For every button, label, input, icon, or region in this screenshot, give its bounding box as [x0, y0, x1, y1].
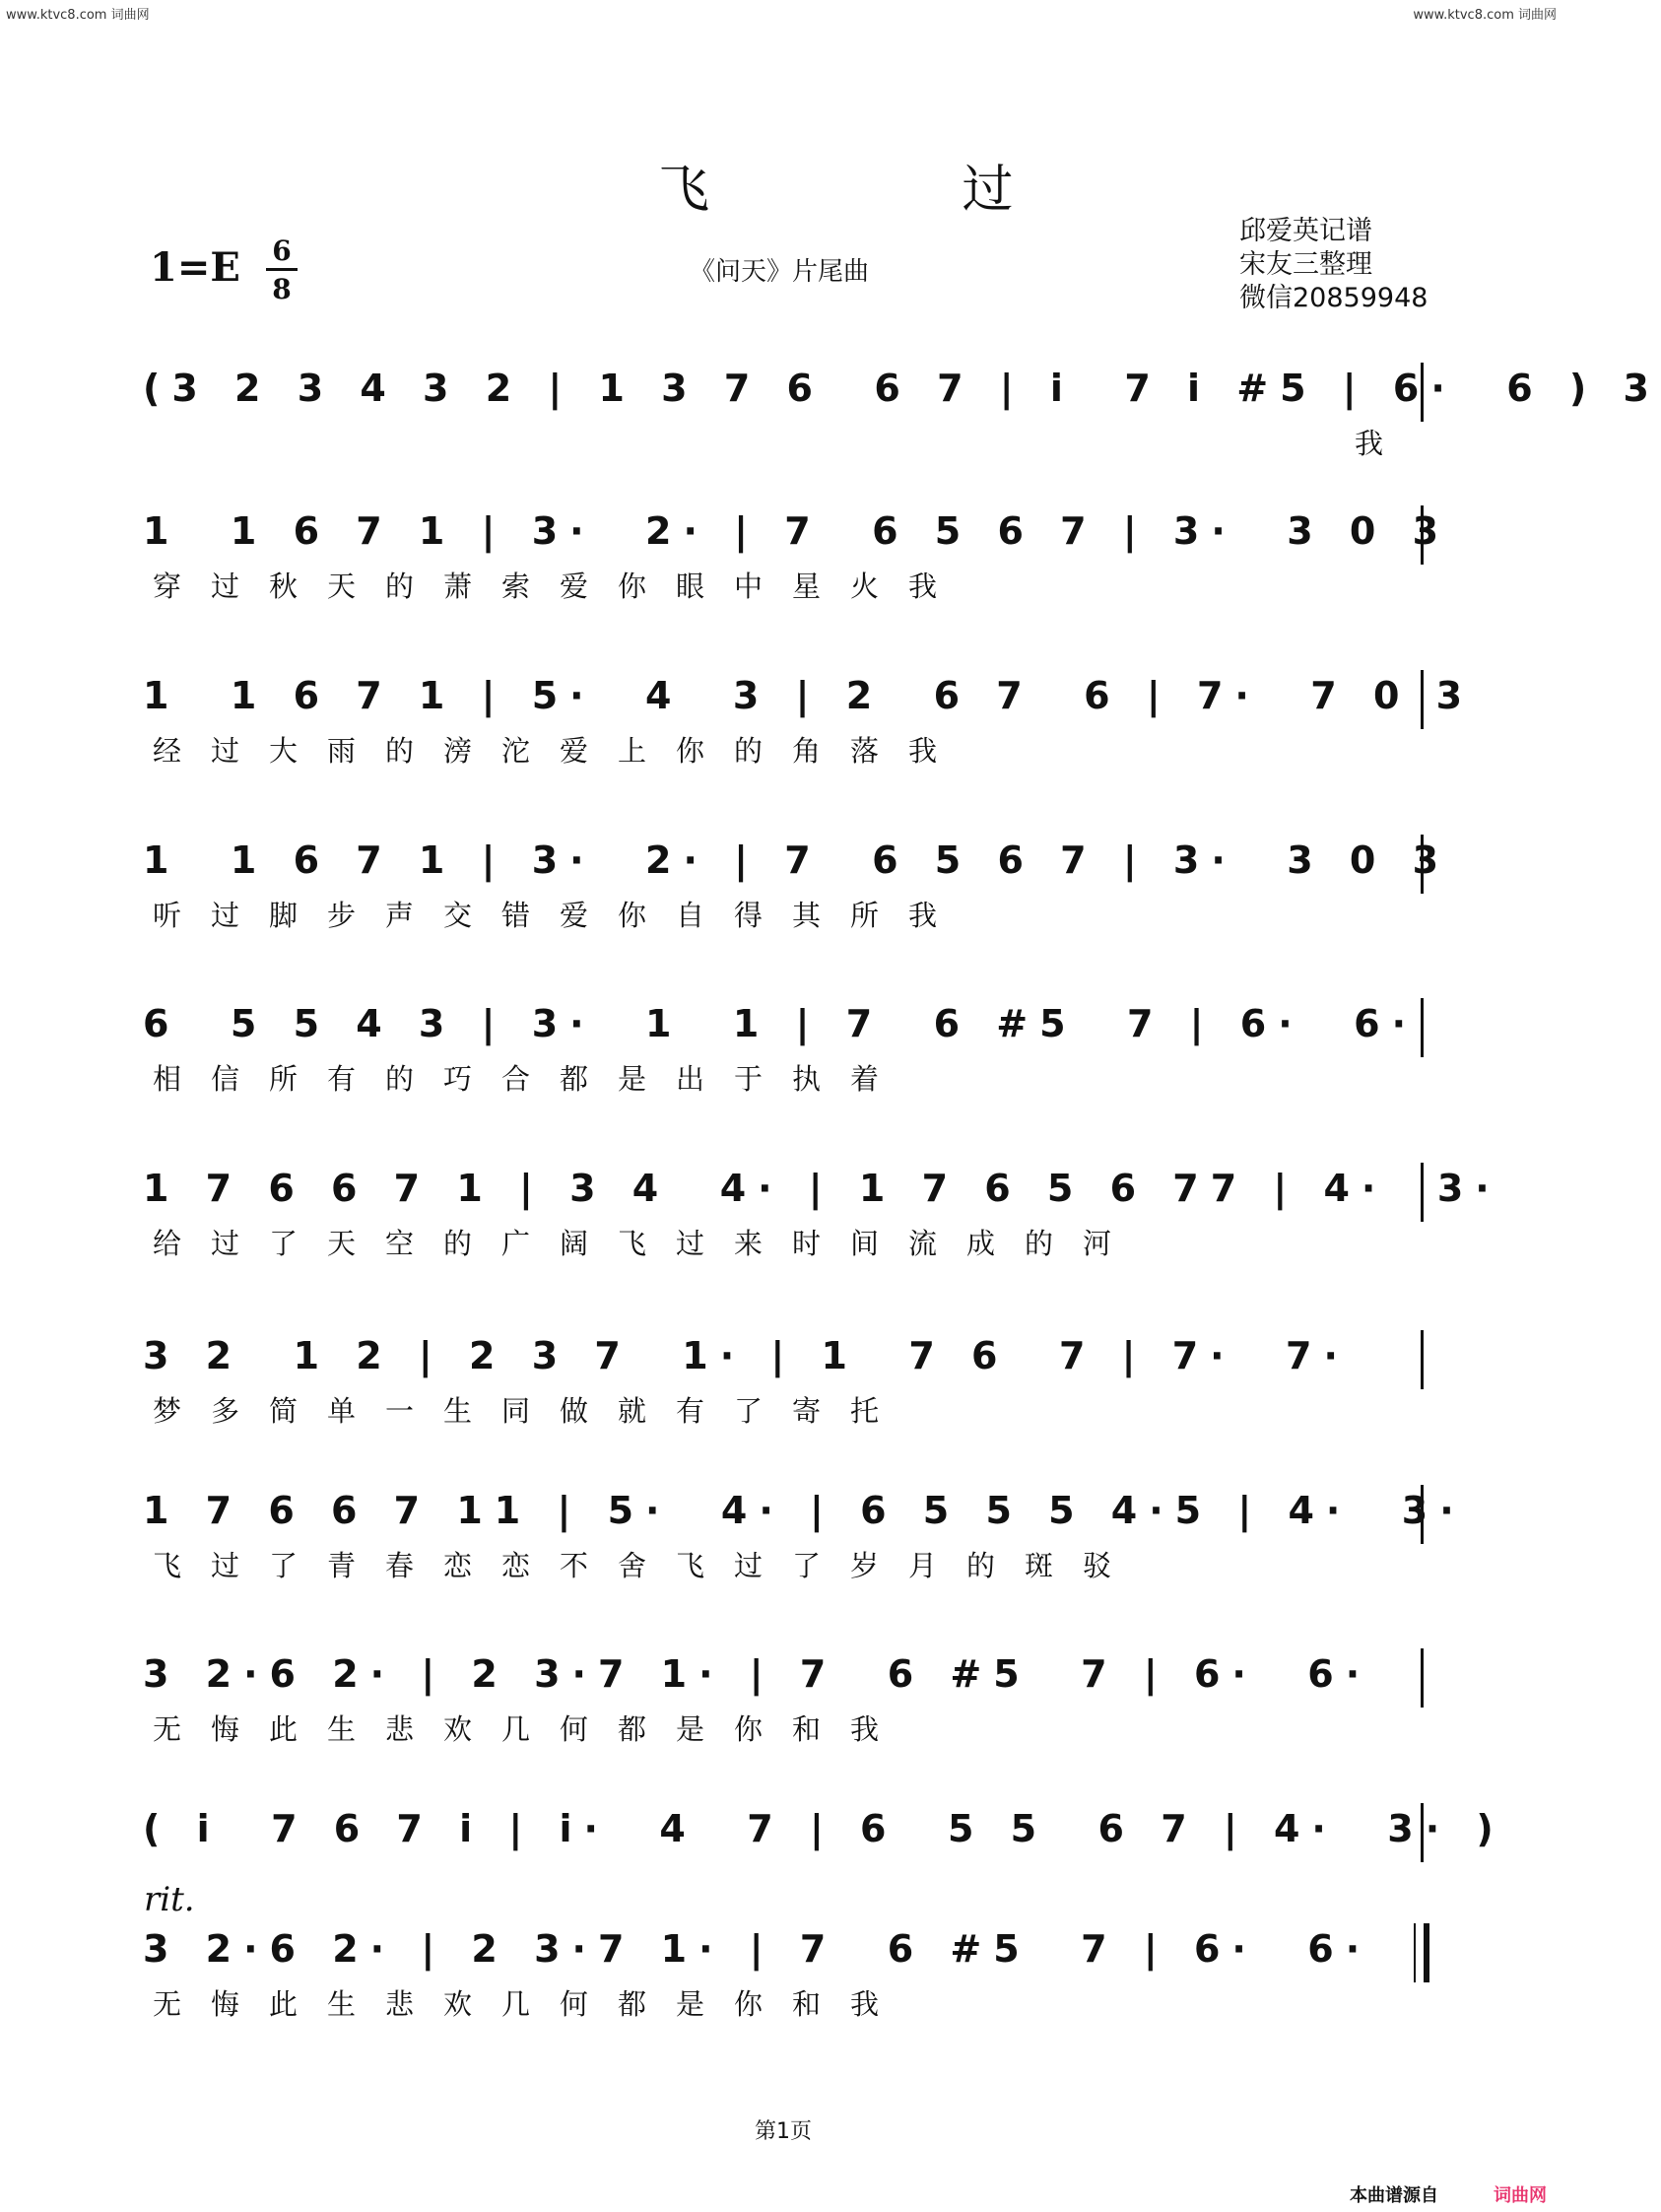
notation-line: 1 7 6 6 7 1 | 3 4 4· | 1 7 6 5 6 77 | 4· 3·	[143, 1167, 1501, 1210]
barline	[1421, 1803, 1424, 1862]
meter-bottom: 8	[272, 273, 292, 305]
barline	[1421, 363, 1424, 422]
meter-top: 6	[272, 235, 292, 267]
lyric-line: 我	[1355, 427, 1414, 460]
notation-line: 1 1 6 7 1 | 5· 4 3 | 2 6 7 6 | 7· 7 0 3	[143, 674, 1475, 717]
lyric-line: 给过了天空的广阔飞过来时间流成的河	[153, 1227, 1142, 1260]
ritardando-marking: rit.	[144, 1880, 195, 1919]
notation-line: ( i 7 6 7 i | i· 4 7 | 6 5 5 6 7 | 4· 3· )	[143, 1807, 1505, 1850]
notation-line: 3 2 1 2 | 2 3 7 1· | 1 7 6 7 | 7· 7·	[143, 1334, 1350, 1377]
credit-contact: 微信20859948	[1239, 283, 1428, 313]
meter-bar	[266, 268, 298, 271]
barline	[1421, 998, 1424, 1057]
notation-line: 3 2·6 2· | 2 3·7 1· | 7 6 #5 7 | 6· 6·	[143, 1652, 1372, 1696]
lyric-line: 无悔此生悲欢几何都是你和我	[153, 1712, 909, 1746]
notation-line: 1 1 6 7 1 | 3· 2· | 7 6 5 6 7 | 3· 3 0 3	[143, 509, 1451, 553]
source-note: 本曲谱源自	[1350, 2185, 1438, 2206]
key-signature: 1=E	[150, 244, 240, 291]
lyric-line: 飞过了青春恋恋不舍飞过了岁月的斑驳	[153, 1549, 1142, 1582]
notation-line: 3 2·6 2· | 2 3·7 1· | 7 6 #5 7 | 6· 6·	[143, 1927, 1372, 1971]
lyric-line: 无悔此生悲欢几何都是你和我	[153, 1987, 909, 2021]
notation-line: 1 1 6 7 1 | 3· 2· | 7 6 5 6 7 | 3· 3 0 3	[143, 838, 1451, 882]
notation-line: 1 7 6 6 7 11 | 5· 4· | 6 5 5 5 4·5 | 4· 3·	[143, 1489, 1466, 1532]
time-signature	[264, 235, 299, 305]
barline	[1421, 1485, 1424, 1544]
lyric-line: 听过脚步声交错爱你自得其所我	[153, 899, 967, 932]
song-subtitle: 《问天》片尾曲	[690, 257, 870, 287]
page-number: 第1页	[755, 2119, 812, 2144]
barline	[1421, 670, 1424, 729]
barline	[1421, 835, 1424, 894]
lyric-line: 梦多简单一生同做就有了寄托	[153, 1394, 909, 1428]
final-barline	[1414, 1923, 1429, 1982]
lyric-line: 穿过秋天的萧索爱你眼中星火我	[153, 570, 967, 603]
barline	[1421, 1648, 1424, 1708]
barline	[1421, 1163, 1424, 1222]
site-watermark-left: www.ktvc8.com 词曲网	[6, 8, 150, 23]
credit-arranger: 宋友三整理	[1239, 249, 1372, 280]
barline	[1421, 505, 1424, 565]
site-watermark-right: www.ktvc8.com 词曲网	[1413, 8, 1557, 23]
brand-logo-text: 词曲网	[1494, 2185, 1547, 2206]
lyric-line: 经过大雨的滂沱爱上你的角落我	[153, 734, 967, 768]
song-title: 飞 过	[658, 161, 1132, 220]
notation-line: 6 5 5 4 3 | 3· 1 1 | 7 6 #5 7 | 6· 6·	[143, 1002, 1418, 1045]
credit-transcriber: 邱爱英记谱	[1239, 216, 1372, 246]
credits	[1239, 215, 1428, 315]
lyric-line: 相信所有的巧合都是出于执着	[153, 1062, 909, 1096]
notation-line: (3 2 3 4 3 2 | 1 3 7 6 6 7 | i 7 i #5 | 6· 6 ) 3	[143, 367, 1661, 410]
barline	[1421, 1330, 1424, 1389]
